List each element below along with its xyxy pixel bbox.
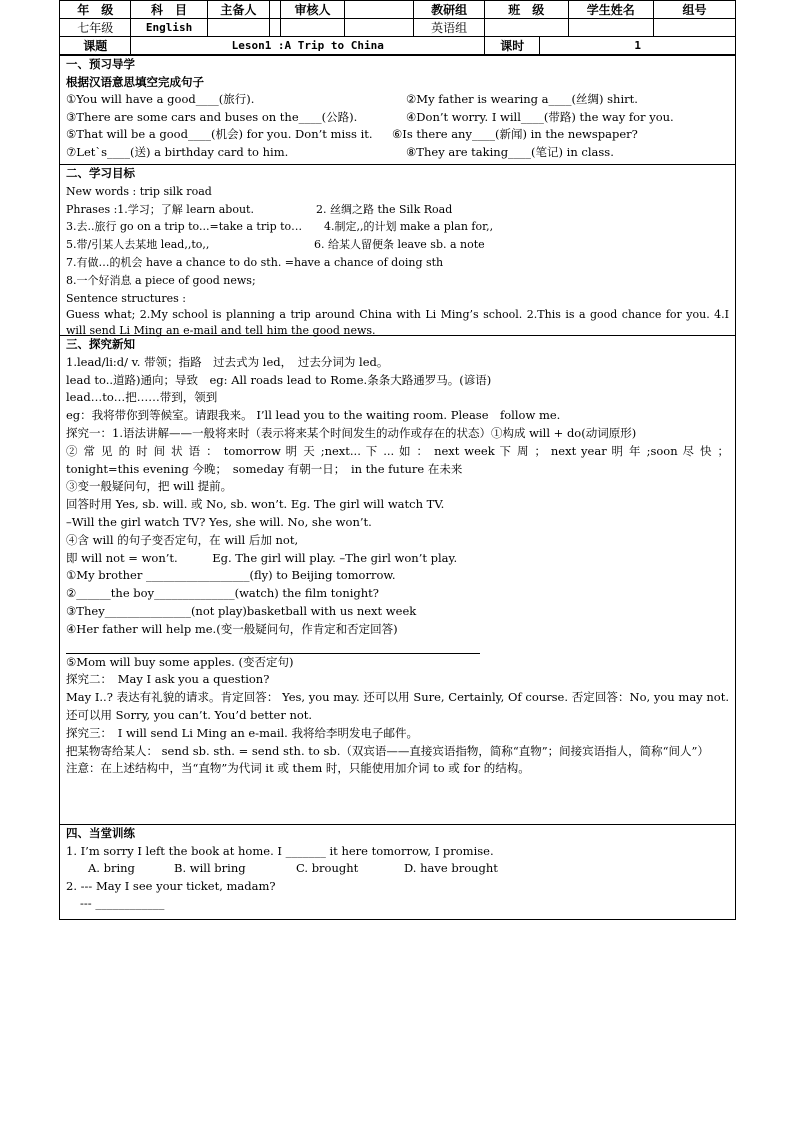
grade-label: 年 级 bbox=[60, 1, 131, 19]
header-row-3 bbox=[60, 37, 735, 55]
fill-item: ⑦Let`s____(送) a birthday card to him. bbox=[66, 144, 289, 159]
exercise-line: ⑤Mom will buy some apples. (变否定句) bbox=[66, 654, 294, 669]
preparer-value bbox=[207, 19, 270, 37]
group-number-value bbox=[654, 19, 735, 37]
phrase: 2. 丝绸之路 the Silk Road bbox=[316, 202, 453, 216]
note-line: May I..? 表达有礼貌的请求。肯定回答： Yes, you may. 还可以用 Sure, Certainly, Of course. 否定回答：No, you may not. 还可以用 Sorry, you can’t. You’d better not. bbox=[66, 690, 729, 722]
fill-item: ⑤That will be a good____(机会) for you. Don’t miss it. bbox=[66, 127, 373, 141]
option: D. have brought bbox=[404, 861, 498, 875]
phrase-row bbox=[66, 236, 729, 254]
subject-label: 科 目 bbox=[131, 1, 207, 19]
question: 1. I’m sorry I left the book at home. I _______ it here tomorrow, I promise. bbox=[66, 843, 494, 858]
note-line: eg：我将带你到等候室。请跟我来。 I’ll lead you to the waiting room. Please follow me. bbox=[66, 408, 561, 423]
section-title: 四、当堂训练 bbox=[66, 826, 135, 840]
item-row bbox=[66, 144, 729, 162]
note-line: ③变一般疑问句，把 will 提前。 bbox=[66, 479, 233, 494]
research-group-value: 英语组 bbox=[414, 19, 485, 37]
phrase: Phrases :1.学习；了解 learn about. bbox=[66, 202, 254, 216]
sentence-structures: Guess what; 2.My school is planning a trip around China with Li Ming’s school. 2.This is a good chance for you. 4.I will send Li Ming an e-mail and tell him the good news. bbox=[66, 308, 729, 338]
section-subtitle: 根据汉语意思填空完成句子 bbox=[66, 74, 204, 89]
answer-line bbox=[66, 639, 480, 654]
note-line: 探究二： May I ask you a question? bbox=[66, 672, 270, 687]
option: C. brought bbox=[296, 861, 359, 875]
sentence-label: Sentence structures : bbox=[66, 291, 187, 305]
section-objectives bbox=[60, 164, 735, 338]
section-title: 三、探究新知 bbox=[66, 337, 135, 351]
exercise-line: ③They_______________(not play)basketball with us next week bbox=[66, 603, 417, 618]
phrase: 3.去..旅行 go on a trip to...=take a trip to… bbox=[66, 220, 303, 234]
subject-value: English bbox=[131, 19, 207, 37]
worksheet bbox=[59, 0, 736, 920]
header-table bbox=[60, 1, 735, 55]
group-number-label: 组号 bbox=[654, 1, 735, 19]
header-row-2 bbox=[60, 19, 735, 37]
reviewer-value bbox=[280, 19, 345, 37]
note-line: lead to..道路)通向；导致 eg: All roads lead to Rome.条条大路通罗马。(谚语) bbox=[66, 372, 492, 387]
header-cell bbox=[270, 19, 280, 37]
note-line: ② 常 见 的 时 间 状 语 ： tomorrow 明 天 ;next... 下 ... 如 ： next week 下 周 ； next year 明 年 ;soon 尽 快 ；tonight=this evening 今晚； someday 有朝一日； in the future 在未来 bbox=[66, 443, 729, 476]
class-value bbox=[485, 19, 568, 37]
phrase: 6. 给某人留便条 leave sb. a note bbox=[314, 238, 485, 252]
note-line: lead…to…把……带到，领到 bbox=[66, 390, 218, 405]
note-line: 把某物寄给某人： send sb. sth. = send sth. to sb.（双宾语——直接宾语指物，简称“直物”；间接宾语指人，简称“间人”） bbox=[66, 743, 709, 758]
phrase-row bbox=[66, 201, 729, 219]
student-name-label: 学生姓名 bbox=[568, 1, 654, 19]
fill-item: ④Don’t worry. I will____(带路) the way for you. bbox=[406, 109, 674, 124]
phrase: 8.一个好消息 a piece of good news; bbox=[66, 273, 256, 287]
question: 2. --- May I see your ticket, madam? bbox=[66, 878, 276, 893]
exercise-line: ②______the boy______________(watch) the film tonight? bbox=[66, 586, 379, 601]
phrase-row bbox=[66, 218, 729, 236]
note-line: 即 will not = won’t. Eg. The girl will play. –The girl won’t play. bbox=[66, 550, 458, 565]
exercise-line: ①My brother __________________(fly) to Beijing tomorrow. bbox=[66, 568, 396, 583]
fill-item: ③There are some cars and buses on the____(公路). bbox=[66, 109, 358, 124]
note-line: 回答时用 Yes, sb. will. 或 No, sb. won’t. Eg. The girl will watch TV. bbox=[66, 497, 445, 512]
section-practice bbox=[60, 824, 735, 919]
reviewer-label: 审核人 bbox=[280, 1, 345, 19]
class-label: 班 级 bbox=[485, 1, 568, 19]
header-cell bbox=[345, 19, 414, 37]
fill-item: ⑧They are taking____(笔记) in class. bbox=[406, 144, 614, 159]
option: B. will bring bbox=[174, 861, 246, 875]
item-row bbox=[66, 126, 729, 144]
header-cell bbox=[345, 1, 414, 19]
section-preview bbox=[60, 55, 735, 164]
period-label: 课时 bbox=[485, 37, 540, 55]
header-cell bbox=[270, 1, 280, 19]
item-row bbox=[66, 91, 729, 109]
note-line: 注意：在上述结构中，当“直物”为代词 it 或 them 时，只能使用加介词 to 或 for 的结构。 bbox=[66, 761, 530, 776]
section-title: 二、学习目标 bbox=[66, 166, 135, 180]
new-words: New words : trip silk road bbox=[66, 184, 212, 198]
preparer-label: 主备人 bbox=[207, 1, 270, 19]
option: A. bring bbox=[88, 861, 135, 875]
grade-value: 七年级 bbox=[60, 19, 131, 37]
exercise-line: ④Her father will help me.(变一般疑问句，作肯定和否定回答) bbox=[66, 621, 398, 636]
research-group-label: 教研组 bbox=[414, 1, 485, 19]
answer-blank: --- ____________ bbox=[80, 896, 165, 910]
note-line: 探究三： I will send Li Ming an e-mail. 我将给李明发电子邮件。 bbox=[66, 725, 418, 740]
period-value: 1 bbox=[540, 37, 735, 55]
note-line: ④含 will 的句子变否定句，在 will 后加 not, bbox=[66, 532, 299, 547]
phrase: 5.带/引某人去某地 lead,,to,, bbox=[66, 238, 210, 252]
student-name-value bbox=[568, 19, 654, 37]
phrase: 4.制定,,的计划 make a plan for,, bbox=[324, 220, 494, 234]
section-explore bbox=[60, 335, 735, 824]
topic-label: 课题 bbox=[60, 37, 131, 55]
item-row bbox=[66, 109, 729, 127]
note-line: 探究一：1.语法讲解——一般将来时（表示将来某个时间发生的动作或存在的状态）①构成 will + do(动词原形) bbox=[66, 425, 637, 440]
note-line: –Will the girl watch TV? Yes, she will. No, she won’t. bbox=[66, 514, 372, 529]
fill-item: ⑥Is there any____(新闻) in the newspaper? bbox=[392, 127, 638, 141]
options-row bbox=[66, 860, 729, 878]
section-title: 一、预习导学 bbox=[66, 57, 135, 71]
fill-item: ①You will have a good____(旅行). bbox=[66, 92, 255, 106]
header-row-1 bbox=[60, 1, 735, 19]
note-line: 1.lead/li:d/ v. 带领；指路 过去式为 led， 过去分词为 led。 bbox=[66, 354, 389, 369]
phrase: 7.有做…的机会 have a chance to do sth. =have a chance of doing sth bbox=[66, 255, 444, 269]
fill-item: ②My father is wearing a____(丝绸) shirt. bbox=[406, 92, 638, 106]
lesson-title: Leson1 :A Trip to China bbox=[131, 37, 485, 55]
